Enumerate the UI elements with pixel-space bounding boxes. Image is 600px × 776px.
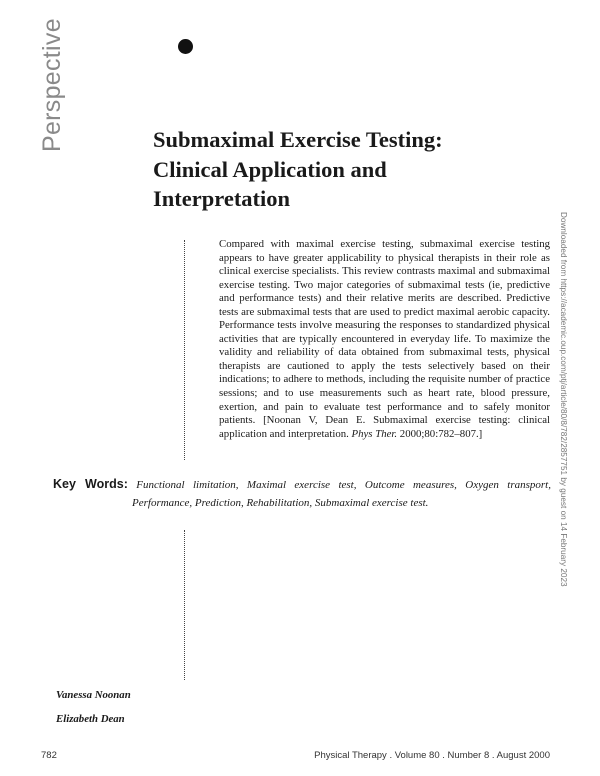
title-line-1: Submaximal Exercise Testing: [153,127,443,152]
keywords-line-1 [53,472,551,497]
journal-info: Physical Therapy . Volume 80 . Number 8 . August 2000 [314,750,550,761]
bullet-dot-icon [178,39,193,54]
citation-tail: 2000;80:782–807.] [397,427,483,440]
keywords-label: Key Words: [53,477,128,491]
dotted-rule-top [184,240,185,460]
author-1: Vanessa Noonan [56,689,131,701]
download-note[interactable]: Downloaded from https://academic.oup.com/ptj/article/80/8/782/2857751 by guest on 14 February 2023 [559,212,568,587]
keywords-text-1: Functional limitation, Maximal exercise test, Outcome measures, Oxygen transport, [136,479,551,491]
abstract [219,238,550,441]
title-line-2: Clinical Application and [153,156,387,182]
page-number: 782 [41,750,57,761]
abstract-text: Compared with maximal exercise testing, submaximal exercise testing appears to have greater applicability to physical therapists in their role as clinical exercise specialists. This review contrasts maximal and submaximal exercise testing. Two major categories of submaximal tests (ie, predictive and performance tests) and their relative merits are described. Predictive tests are submaximal tests that are used to predict maximal aerobic capacity. Performance tests involve measuring the responses to standardized physical activities that are typically encountered in everyday life. To maximize the validity and reliability of data obtained from submaximal tests, physical therapists are cautioned to apply the tests selectively based on their indications; to adhere to methods, including the requisite number of practice sessions; and to use measurements such as heart rate, blood pressure, exertion, and pain to evaluate test performance and to safely monitor patients. [Noonan V, Dean E. Submaximal exercise testing: clinical application and interpretation. [219,238,550,440]
title-line-3: Interpretation [153,186,291,211]
dotted-rule-bottom [184,530,185,680]
article-title [153,125,533,214]
author-2: Elizabeth Dean [56,713,125,725]
keywords-text-2: Performance, Prediction, Rehabilitation, Submaximal exercise test. [132,497,429,509]
section-label: Perspective [38,18,66,152]
journal-abbrev: Phys Ther. [351,427,398,440]
